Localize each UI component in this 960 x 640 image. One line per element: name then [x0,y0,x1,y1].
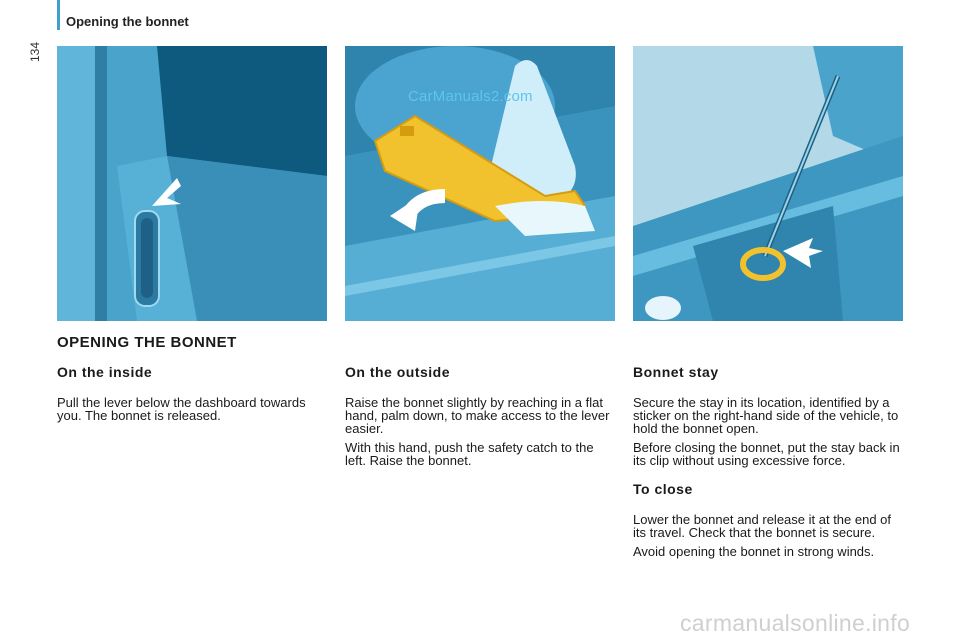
page-number: 134 [28,41,42,62]
illustration-inside-lever [57,46,327,321]
illustration-bonnet-stay [633,46,903,321]
column-inside [57,364,327,428]
paragraph: With this hand, push the safety catch to the left. Raise the bonnet. [345,440,594,468]
header-accent-bar [57,0,60,30]
watermark-carmanuals: CarManuals2.com [408,88,533,105]
heading-outside: On the outside [345,364,450,380]
column-bonnet-stay [633,364,903,564]
paragraph: Secure the stay in its location, identified by a sticker on the right-hand side of the vehicle, to hold the bonnet open. [633,395,899,436]
heading-inside: On the inside [57,364,153,380]
page-header-title: Opening the bonnet [66,14,189,29]
paragraph: Lower the bonnet and release it at the end of its travel. Check that the bonnet is secure. [633,512,892,540]
heading-bonnet-stay: Bonnet stay [633,364,719,380]
section-title: OPENING THE BONNET [57,334,237,351]
paragraph: Pull the lever below the dashboard towards you. The bonnet is released. [57,395,306,423]
paragraph: Raise the bonnet slightly by reaching in a flat hand, palm down, to make access to the lever easier. [345,395,610,436]
heading-to-close: To close [633,481,693,497]
footer-watermark: carmanualsonline.info [680,610,911,636]
paragraph: Avoid opening the bonnet in strong winds. [633,544,875,559]
paragraph: Before closing the bonnet, put the stay back in its clip without using excessive force. [633,440,900,468]
column-outside [345,364,615,473]
